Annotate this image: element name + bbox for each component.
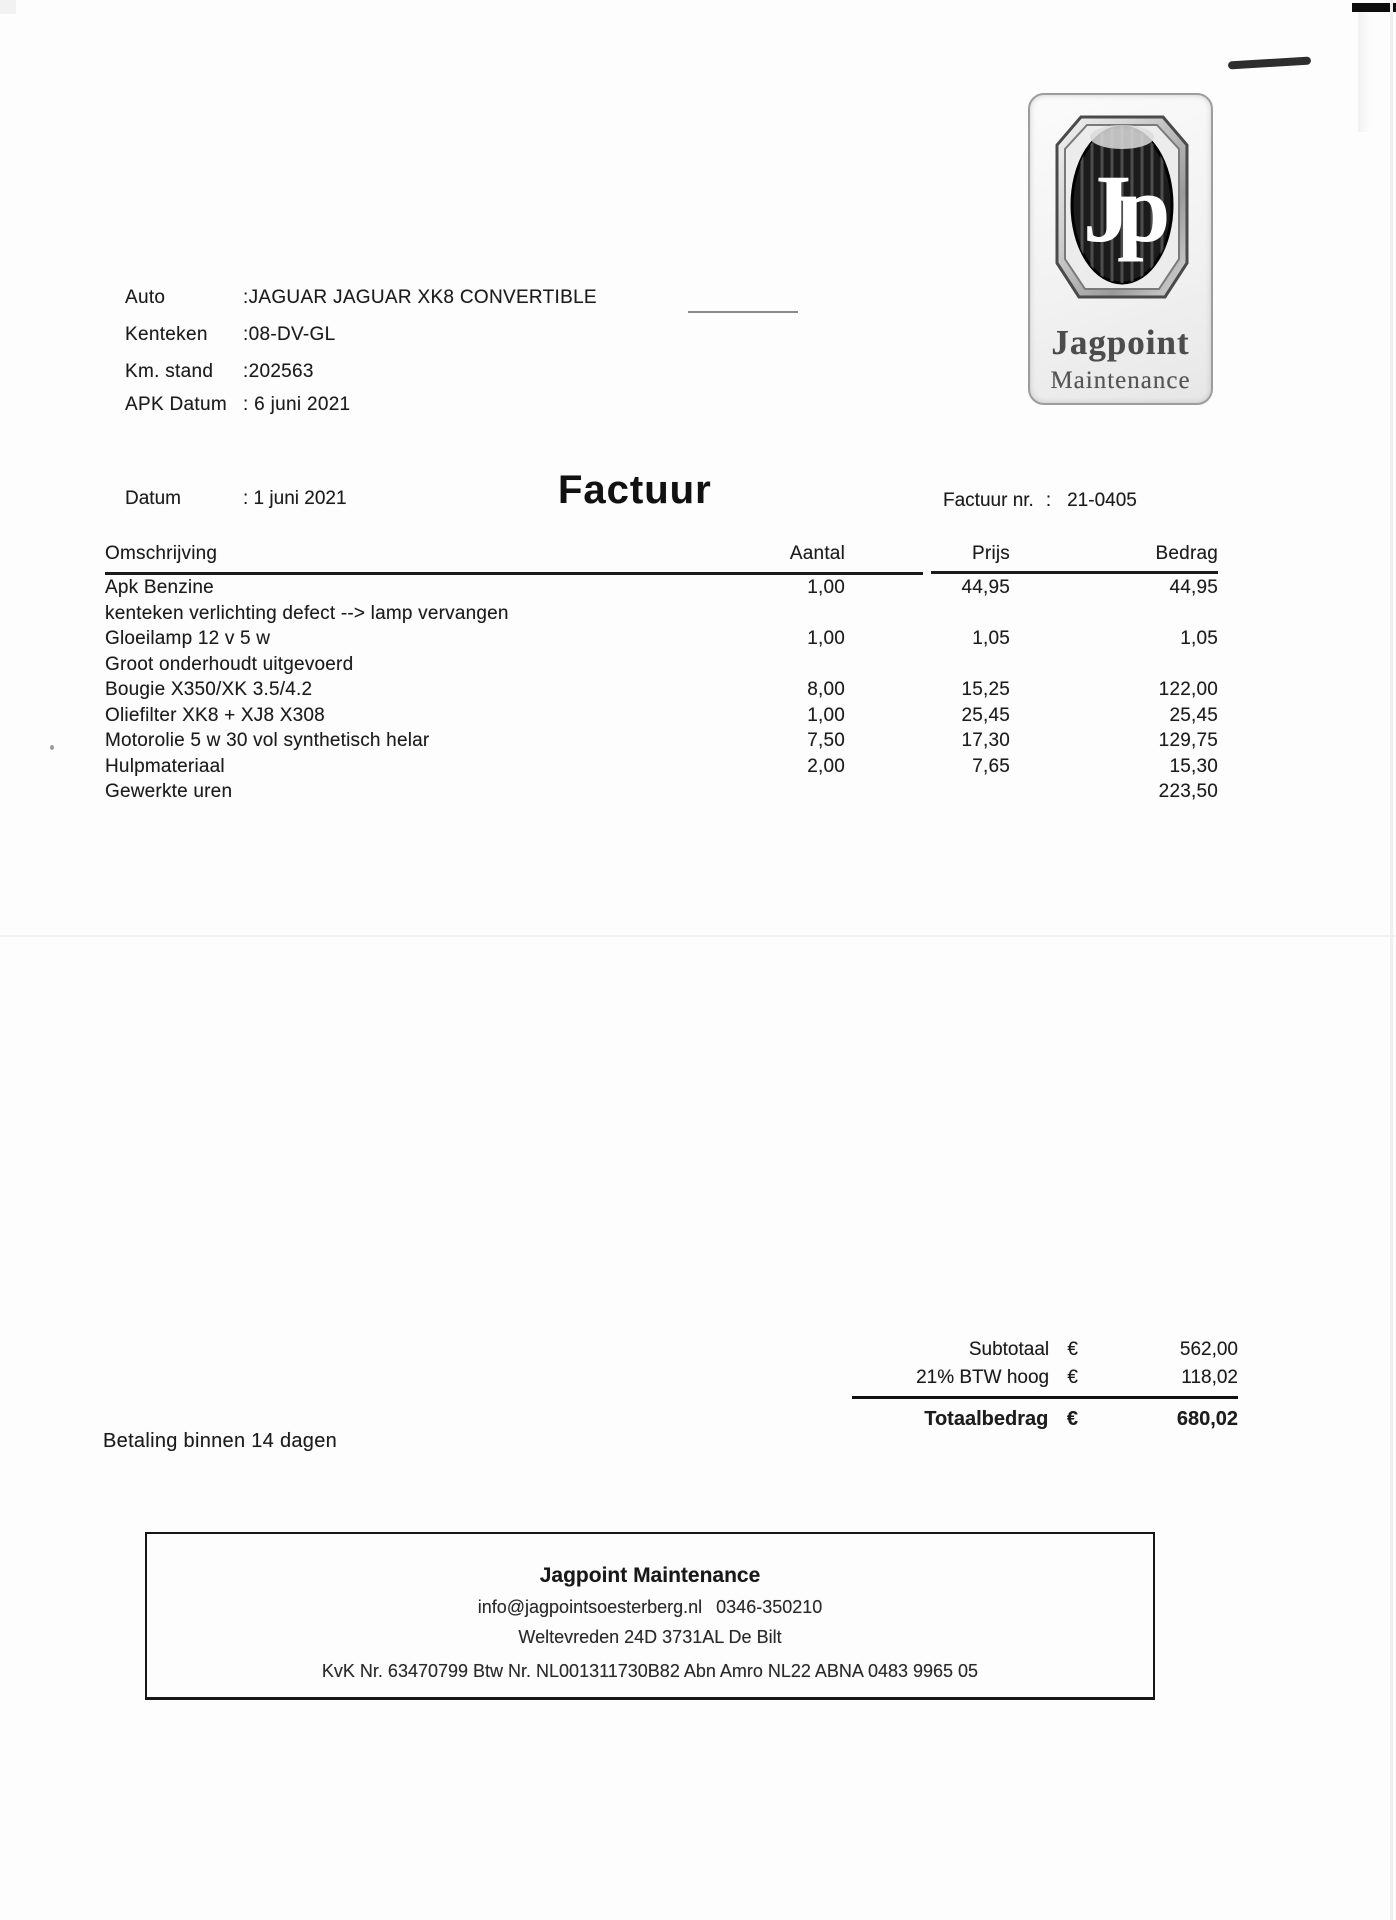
row-amount: 44,95 xyxy=(1169,577,1218,598)
date-value: : 1 juni 2021 xyxy=(243,488,347,509)
table-row xyxy=(105,626,1218,652)
apkdatum-value: : 6 juni 2021 xyxy=(243,394,351,415)
row-amount: 223,50 xyxy=(1158,781,1218,802)
row-amount xyxy=(1010,601,1218,627)
kmstand-label: Km. stand xyxy=(125,361,214,382)
jaguar-grille-emblem-icon xyxy=(1047,103,1197,313)
auto-value: :JAGUAR JAGUAR XK8 CONVERTIBLE xyxy=(243,287,597,308)
auto-label: Auto xyxy=(125,287,166,308)
invoice-number-value: 21-0405 xyxy=(1067,490,1137,511)
line-items-table xyxy=(105,542,1218,805)
euro-sign: € xyxy=(1067,1367,1078,1388)
row-amount: 15,30 xyxy=(1169,755,1218,777)
subtotal-label-text: Subtotaal xyxy=(968,1339,1050,1360)
apkdatum-label: APK Datum xyxy=(125,394,227,415)
kenteken-label: Kenteken xyxy=(125,324,208,345)
invoice-number-label: Factuur nr. xyxy=(943,490,1034,511)
table-row xyxy=(105,652,1218,678)
row-desc: Groot onderhoudt uitgevoerd xyxy=(105,653,354,675)
footer-company-name: Jagpoint Maintenance xyxy=(539,1564,761,1587)
table-header-rule xyxy=(105,566,1218,575)
subtotal-value: 562,00 xyxy=(1179,1339,1238,1360)
scan-artifact-edge-shadow xyxy=(1358,12,1370,132)
row-price: 15,25 xyxy=(961,679,1010,700)
footer-email: info@jagpointsoesterberg.nl xyxy=(477,1597,703,1617)
scan-artifact-pen-dash xyxy=(1228,56,1311,69)
row-desc: Gloeilamp 12 v 5 w xyxy=(105,628,271,649)
row-amount: 25,45 xyxy=(1169,704,1218,726)
row-desc: Bougie X350/XK 3.5/4.2 xyxy=(105,679,313,700)
footer-address: Weltevreden 24D 3731AL De Bilt xyxy=(518,1627,782,1647)
table-row xyxy=(105,728,1218,754)
totals-separator-line xyxy=(852,1396,1238,1399)
kmstand-value: :202563 xyxy=(243,361,314,382)
scan-fold-line xyxy=(0,935,1396,937)
header-prijs: Prijs xyxy=(972,543,1010,564)
vat-row xyxy=(850,1364,1238,1392)
jagpoint-logo-badge xyxy=(1028,93,1213,405)
row-qty xyxy=(625,601,845,627)
row-qty xyxy=(625,779,845,805)
row-amount: 1,05 xyxy=(1180,628,1218,649)
row-desc: Oliefilter XK8 + XJ8 X308 xyxy=(105,704,325,726)
row-desc: Motorolie 5 w 30 vol synthetisch helar xyxy=(105,730,430,751)
table-row xyxy=(105,779,1218,805)
vat-label-text: 21% BTW hoog xyxy=(916,1367,1050,1388)
row-qty: 8,00 xyxy=(807,679,845,700)
row-desc: Hulpmateriaal xyxy=(105,755,225,777)
row-desc: Apk Benzine xyxy=(105,577,214,598)
table-row xyxy=(105,703,1218,729)
scan-speck xyxy=(50,745,54,750)
vehicle-row-kenteken xyxy=(125,323,335,347)
header-aantal: Aantal xyxy=(789,543,845,564)
jp-monogram: Jp xyxy=(1083,155,1157,262)
subtotal-label xyxy=(850,1336,1078,1364)
row-amount xyxy=(1010,652,1218,678)
row-qty: 1,00 xyxy=(807,577,845,598)
row-amount: 129,75 xyxy=(1158,730,1218,751)
table-row xyxy=(105,754,1218,780)
footer-contact-line xyxy=(147,1596,1153,1618)
header-bedrag: Bedrag xyxy=(1155,543,1218,564)
footer-phone: 0346-350210 xyxy=(716,1597,823,1617)
invoice-date-row xyxy=(125,487,347,511)
subtotal-row xyxy=(850,1336,1238,1364)
kenteken-value: :08-DV-GL xyxy=(243,324,336,345)
totals-block xyxy=(850,1336,1238,1434)
row-price xyxy=(845,601,1010,627)
header-omschrijving: Omschrijving xyxy=(105,543,218,564)
vat-label xyxy=(850,1364,1078,1392)
header-rule-left xyxy=(105,572,923,575)
invoice-title: Factuur xyxy=(558,468,712,512)
header-rule-right xyxy=(931,571,1218,574)
row-qty: 2,00 xyxy=(807,755,845,777)
footer-registration-numbers: KvK Nr. 63470799 Btw Nr. NL001311730B82 Abn Amro NL22 ABNA 0483 9965 05 xyxy=(321,1661,979,1681)
vehicle-row-apkdatum xyxy=(125,393,350,417)
row-price: 7,65 xyxy=(972,755,1010,777)
row-qty xyxy=(625,652,845,678)
table-row xyxy=(105,601,1218,627)
vat-value: 118,02 xyxy=(1181,1367,1238,1388)
payment-terms-note: Betaling binnen 14 dagen xyxy=(103,1430,338,1452)
company-footer-box xyxy=(145,1532,1155,1700)
row-price xyxy=(845,652,1010,678)
invoice-number-separator: : xyxy=(1045,490,1052,511)
row-price: 44,95 xyxy=(961,577,1010,598)
invoice-number-row xyxy=(943,489,1137,513)
date-label: Datum xyxy=(125,488,181,509)
row-price: 17,30 xyxy=(961,730,1010,751)
total-label xyxy=(850,1404,1078,1434)
row-qty: 1,00 xyxy=(807,704,845,726)
total-value: 680,02 xyxy=(1176,1407,1238,1430)
logo-brand-text: Jagpoint xyxy=(1051,323,1190,362)
row-amount: 122,00 xyxy=(1158,679,1218,700)
euro-sign: € xyxy=(1066,1407,1078,1430)
vehicle-info-block xyxy=(125,286,745,426)
table-row xyxy=(105,575,1218,601)
row-qty: 7,50 xyxy=(807,730,845,751)
row-price xyxy=(845,779,1010,805)
table-row xyxy=(105,677,1218,703)
row-qty: 1,00 xyxy=(807,628,845,649)
logo-sub-text: Maintenance xyxy=(1050,367,1191,394)
euro-sign: € xyxy=(1067,1339,1078,1360)
vehicle-row-auto xyxy=(125,286,597,310)
row-price: 25,45 xyxy=(961,704,1010,726)
vehicle-row-kmstand xyxy=(125,360,314,384)
total-label-text: Totaalbedrag xyxy=(924,1407,1049,1430)
total-row xyxy=(850,1404,1238,1434)
table-header-row xyxy=(105,542,1218,566)
row-desc: kenteken verlichting defect --> lamp vervangen xyxy=(105,602,509,624)
scan-noise-corner xyxy=(0,0,16,14)
scan-edge-line xyxy=(1390,0,1393,1920)
row-desc: Gewerkte uren xyxy=(105,781,233,802)
row-price: 1,05 xyxy=(972,628,1010,649)
